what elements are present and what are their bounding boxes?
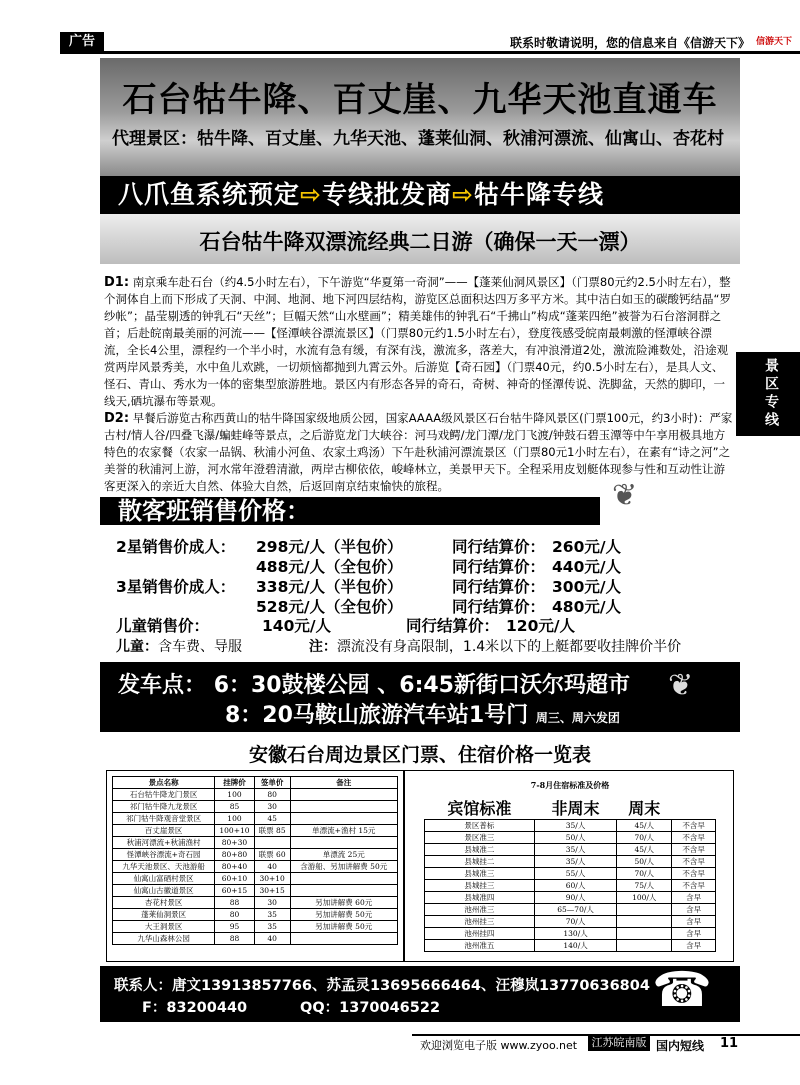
table-cell bbox=[290, 813, 397, 825]
peer-value: 300元/人 bbox=[552, 578, 622, 596]
table-cell: 景区普标 bbox=[425, 820, 535, 832]
table-row bbox=[113, 837, 398, 849]
table-cell bbox=[290, 789, 397, 801]
footer-edition: 江苏皖南版 bbox=[588, 1035, 650, 1051]
table-cell: 县城准四 bbox=[425, 892, 535, 904]
day1-text: 南京乘车赴石台（约4.5小时左右），下午游览“华夏第一奇洞”——【蓬莱仙洞风景区】（门票80元约2.5小时左右），整个洞体自上而下形成了天洞、中洞、地洞、地下河四层结构，游览区总面积达四万多平方米。其中洁白如玉的碳酸钙结晶“罗纱帐”；晶莹剔透的钟乳石“天丝”；巨幅天然“山水壁画”；精美雄伟的钟乳石“千拂山”构成“蓬莱四绝”被誉为石台溶洞群之首；后赴皖南最美丽的河流——【怪潭峡谷漂流景区】（门票80元约1.5小时左右），登度筏感受皖南最刺激的怪潭峡谷漂流，全长4公里，漂程约一个半小时，水流有急有缓，有深有浅，激流多，落差大，有冲浪滑道2处，激流险滩数处，沿途观赏两岸风景秀美，水中鱼儿欢跳，一切烦恼都抛到九霄云外。后游览【奇石园】（门票40元，约0.5小时左右），是具人文、怪石、青山、秀水为一体的密集型旅游胜地。景区内有形态各异的奇石，奇树、神奇的怪潭传说、洗脚盆，天然的脚印，一线天,硒坑瀑布等景观。 bbox=[104, 275, 731, 408]
table-cell: 大王洞景区 bbox=[113, 921, 215, 933]
table-cell: 35/人 bbox=[534, 856, 616, 868]
column-header: 签单价 bbox=[254, 777, 290, 789]
butterfly-icon: ❦ bbox=[612, 478, 638, 513]
route-name: 牯牛降专线 bbox=[473, 180, 604, 209]
page-number: 11 bbox=[720, 1036, 739, 1051]
table-cell: 含早 bbox=[672, 916, 716, 928]
table-cell: 45/人 bbox=[617, 844, 672, 856]
note-text: 漂流没有身高限制，1.4米以下的上艇都要收挂牌价半价 bbox=[336, 639, 682, 655]
table-cell: 70/人 bbox=[534, 916, 616, 928]
table-cell: 90/人 bbox=[534, 892, 616, 904]
table-row bbox=[425, 892, 716, 904]
peer-label: 同行结算价： bbox=[452, 538, 546, 556]
table-row bbox=[425, 856, 716, 868]
column-header bbox=[672, 796, 716, 820]
table-cell: 100 bbox=[215, 789, 255, 801]
table-cell bbox=[290, 801, 397, 813]
table-cell: 100 bbox=[215, 813, 255, 825]
table-cell: 35 bbox=[254, 921, 290, 933]
tickets-title: 安徽石台周边景区门票、住宿价格一览表 bbox=[248, 744, 591, 766]
column-header: 非周末 bbox=[551, 799, 600, 818]
hotel-table-title: 7-8月住宿标准及价格 bbox=[530, 780, 610, 790]
table-cell: 九华山森林公园 bbox=[113, 933, 215, 945]
table-cell: 80+30 bbox=[215, 837, 255, 849]
table-row bbox=[113, 801, 398, 813]
table-row bbox=[113, 789, 398, 801]
column-header: 挂牌价 bbox=[215, 777, 255, 789]
ticket-table bbox=[112, 776, 398, 945]
hotel-table bbox=[424, 796, 716, 952]
peer-value: 480元/人 bbox=[552, 598, 622, 616]
peer-value: 260元/人 bbox=[552, 538, 622, 556]
table-cell: 35/人 bbox=[534, 844, 616, 856]
table-cell: 蓬莱仙洞景区 bbox=[113, 909, 215, 921]
table-cell: 联票 85 bbox=[254, 825, 290, 837]
table-cell: 县城准二 bbox=[425, 844, 535, 856]
table-row bbox=[113, 933, 398, 945]
table-cell: 含早 bbox=[672, 928, 716, 940]
table-cell: 80 bbox=[215, 909, 255, 921]
table-cell: 池州准五 bbox=[425, 940, 535, 952]
footer-browse[interactable]: 欢迎浏览电子版 www.zyoo.net bbox=[420, 1039, 578, 1052]
table-cell: 祁门牯牛降观音堂景区 bbox=[113, 813, 215, 825]
table-row bbox=[113, 813, 398, 825]
table-cell: 含早 bbox=[672, 904, 716, 916]
table-cell: 35 bbox=[254, 909, 290, 921]
table-cell: 另加讲解费 60元 bbox=[290, 897, 397, 909]
source-note: 联系时敬请说明，您的信息来自《信游天下》 bbox=[509, 36, 750, 50]
table-cell: 30 bbox=[254, 897, 290, 909]
table-cell bbox=[617, 904, 672, 916]
table-cell: 40 bbox=[254, 933, 290, 945]
banner-title: 石台牯牛降、百丈崖、九华天池直通车 bbox=[122, 80, 718, 120]
table-cell bbox=[617, 928, 672, 940]
price-value: 298元/人（半包价） bbox=[256, 538, 403, 556]
price-value: 140元/人 bbox=[262, 617, 332, 635]
table-cell bbox=[290, 873, 397, 885]
child-label: 儿童： bbox=[116, 639, 158, 655]
table-row bbox=[113, 909, 398, 921]
table-cell: 130/人 bbox=[534, 928, 616, 940]
table-cell: 单漂流+渔村 15元 bbox=[290, 825, 397, 837]
table-cell bbox=[290, 837, 397, 849]
table-cell: 95 bbox=[215, 921, 255, 933]
price-value: 338元/人（半包价） bbox=[256, 578, 403, 596]
schedule: 周三、周六发团 bbox=[535, 711, 620, 725]
price-label: 儿童销售价： bbox=[116, 617, 210, 635]
departure-line1: 发车点： 6：30鼓楼公园 、6:45新街口沃尔玛超市 bbox=[118, 673, 630, 698]
table-cell: 怪潭峡谷漂流+奇石园 bbox=[113, 849, 215, 861]
day1-label: D1: bbox=[104, 275, 130, 290]
peer-value: 440元/人 bbox=[552, 558, 622, 576]
table-cell: 50/人 bbox=[534, 832, 616, 844]
table-row bbox=[113, 873, 398, 885]
table-row bbox=[425, 832, 716, 844]
column-header: 景点名称 bbox=[113, 777, 215, 789]
tour-title: 石台牯牛降双漂流经典二日游（确保一天一漂） bbox=[100, 214, 740, 264]
table-cell: 另加讲解费 50元 bbox=[290, 921, 397, 933]
column-header: 备注 bbox=[290, 777, 397, 789]
table-cell: 60/人 bbox=[534, 880, 616, 892]
table-cell: 30+10 bbox=[254, 873, 290, 885]
peer-label: 同行结算价： bbox=[406, 617, 500, 635]
table-row bbox=[425, 916, 716, 928]
table-cell: 秋浦河漂流+秋浦渔村 bbox=[113, 837, 215, 849]
table-cell: 联票 60 bbox=[254, 849, 290, 861]
price-label: 3星销售价成人： bbox=[116, 578, 236, 596]
table-cell bbox=[617, 916, 672, 928]
table-cell: 55/人 bbox=[534, 868, 616, 880]
table-cell: 百丈崖景区 bbox=[113, 825, 215, 837]
table-cell: 仙寓山富硒村景区 bbox=[113, 873, 215, 885]
table-cell: 含早 bbox=[672, 892, 716, 904]
booking-bar bbox=[100, 176, 740, 214]
table-cell: 祁门牯牛降九龙景区 bbox=[113, 801, 215, 813]
table-cell: 100+10 bbox=[215, 825, 255, 837]
contact-qq: QQ：1370046522 bbox=[300, 1000, 441, 1016]
table-cell: 60+10 bbox=[215, 873, 255, 885]
table-cell: 另加讲解费 50元 bbox=[290, 909, 397, 921]
table-cell: 九华天池景区、天池游船 bbox=[113, 861, 215, 873]
table-row bbox=[113, 849, 398, 861]
table-cell: 30 bbox=[254, 801, 290, 813]
table-cell: 100/人 bbox=[617, 892, 672, 904]
table-row bbox=[113, 861, 398, 873]
child-text: 含车费、导服 bbox=[158, 639, 242, 655]
table-cell: 仙寓山古徽道景区 bbox=[113, 885, 215, 897]
table-cell: 县城挂二 bbox=[425, 856, 535, 868]
table-cell: 60+15 bbox=[215, 885, 255, 897]
telephone-icon: ☎ bbox=[652, 962, 712, 1018]
ad-tag: 广告 bbox=[60, 32, 104, 52]
table-cell: 含游船、另加讲解费 50元 bbox=[290, 861, 397, 873]
column-header: 周末 bbox=[628, 799, 661, 818]
table-cell: 75/人 bbox=[617, 880, 672, 892]
booking-system: 八爪鱼系统预定 bbox=[118, 180, 301, 209]
table-cell: 单漂流 25元 bbox=[290, 849, 397, 861]
table-cell bbox=[290, 885, 397, 897]
price-label: 2星销售价成人： bbox=[116, 538, 236, 556]
table-cell: 80 bbox=[254, 789, 290, 801]
contact-fax: F：83200440 bbox=[142, 1000, 248, 1016]
table-cell: 30+15 bbox=[254, 885, 290, 897]
table-row bbox=[113, 897, 398, 909]
table-cell: 不含早 bbox=[672, 832, 716, 844]
table-row bbox=[113, 885, 398, 897]
table-cell: 70/人 bbox=[617, 868, 672, 880]
peer-label: 同行结算价： bbox=[452, 578, 546, 596]
peer-value: 120元/人 bbox=[506, 617, 576, 635]
column-header: 宾馆标准 bbox=[447, 799, 512, 818]
note-label: 注： bbox=[308, 639, 337, 655]
table-row bbox=[425, 904, 716, 916]
table-cell: 85 bbox=[215, 801, 255, 813]
price-value: 528元/人（全包价） bbox=[256, 598, 403, 616]
table-cell: 池州准三 bbox=[425, 904, 535, 916]
itinerary bbox=[104, 274, 734, 495]
table-header bbox=[113, 777, 398, 789]
table-cell: 县城准三 bbox=[425, 868, 535, 880]
table-row bbox=[425, 880, 716, 892]
departure-label: 发车点： bbox=[118, 673, 207, 698]
table-cell: 80+40 bbox=[215, 861, 255, 873]
wholesaler: 专线批发商 bbox=[321, 180, 452, 209]
table-row bbox=[425, 868, 716, 880]
table-cell bbox=[617, 940, 672, 952]
table-cell: 88 bbox=[215, 897, 255, 909]
table-cell: 45/人 bbox=[617, 820, 672, 832]
table-cell: 40 bbox=[254, 861, 290, 873]
table-cell: 65—70/人 bbox=[534, 904, 616, 916]
departure-line2: 8：20马鞍山旅游汽车站1号门 周三、周六发团 bbox=[225, 703, 620, 728]
side-tab: 景区专线 bbox=[736, 352, 800, 436]
table-row bbox=[425, 940, 716, 952]
butterfly-icon: ❦ bbox=[668, 668, 694, 703]
agency-list: 代理景区：牯牛降、百丈崖、九华天池、蓬莱仙洞、秋浦河漂流、仙寓山、杏花村 bbox=[112, 129, 724, 149]
table-cell: 45 bbox=[254, 813, 290, 825]
table-cell: 景区准三 bbox=[425, 832, 535, 844]
peer-label: 同行结算价： bbox=[452, 558, 546, 576]
table-row bbox=[113, 921, 398, 933]
table-cell: 不含早 bbox=[672, 868, 716, 880]
price-notes bbox=[116, 636, 681, 656]
table-cell: 80+80 bbox=[215, 849, 255, 861]
day2-label: D2: bbox=[104, 411, 130, 426]
table-cell: 县城挂三 bbox=[425, 880, 535, 892]
table-cell: 140/人 bbox=[534, 940, 616, 952]
arrow-icon: ⇨ bbox=[451, 180, 474, 209]
table-cell: 不含早 bbox=[672, 844, 716, 856]
contact-names: 联系人：唐文13913857766、苏孟灵13695666464、汪穆岚13770636804 bbox=[114, 978, 650, 994]
table-cell bbox=[290, 933, 397, 945]
table-cell: 池州挂四 bbox=[425, 928, 535, 940]
table-cell: 池州挂三 bbox=[425, 916, 535, 928]
table-row bbox=[425, 820, 716, 832]
table-cell: 石台牯牛降龙门景区 bbox=[113, 789, 215, 801]
publisher-logo: 信游天下 bbox=[755, 37, 792, 47]
table-cell bbox=[254, 837, 290, 849]
contact-bar bbox=[100, 966, 740, 1022]
table-header bbox=[425, 796, 716, 820]
price-value: 488元/人（全包价） bbox=[256, 558, 403, 576]
table-row bbox=[113, 825, 398, 837]
table-cell: 35/人 bbox=[534, 820, 616, 832]
footer-section: 国内短线 bbox=[656, 1039, 705, 1053]
price-title: 散客班销售价格： bbox=[100, 497, 600, 525]
table-cell: 88 bbox=[215, 933, 255, 945]
table-cell: 不含早 bbox=[672, 820, 716, 832]
arrow-icon: ⇨ bbox=[300, 180, 322, 209]
day2-text: 早餐后游览古称西黄山的牯牛降国家级地质公园，国家AAAA级风景区石台牯牛降风景区(门票100元，约3小时)：严家古村/情人谷/四叠飞瀑/蝙蛙峰等景点，之后游览龙门大峡谷：河马戏鳄/龙门潭/龙门飞渡/钟鼓石碧玉潭等中午享用极具地方特色的农家餐（农家一品锅、秋浦小河鱼、农家土鸡汤）下午赴秋浦河漂流景区（门票80元1小时左右），在素有“诗之河”之美誉的秋浦河上游，河水常年澄碧清澈，两岸古柳依依，峻峰林立，美景甲天下。全程采用皮划艇体现参与性和互动性让游客更深入的亲近大自然、体验大自然，后返回南京结束愉快的旅程。 bbox=[104, 411, 733, 493]
table-cell: 不含早 bbox=[672, 880, 716, 892]
table-row bbox=[425, 844, 716, 856]
table-row bbox=[425, 928, 716, 940]
table-cell: 50/人 bbox=[617, 856, 672, 868]
peer-label: 同行结算价： bbox=[452, 598, 546, 616]
table-cell: 含早 bbox=[672, 940, 716, 952]
table-cell: 杏花村景区 bbox=[113, 897, 215, 909]
table-cell: 70/人 bbox=[617, 832, 672, 844]
table-cell: 不含早 bbox=[672, 856, 716, 868]
